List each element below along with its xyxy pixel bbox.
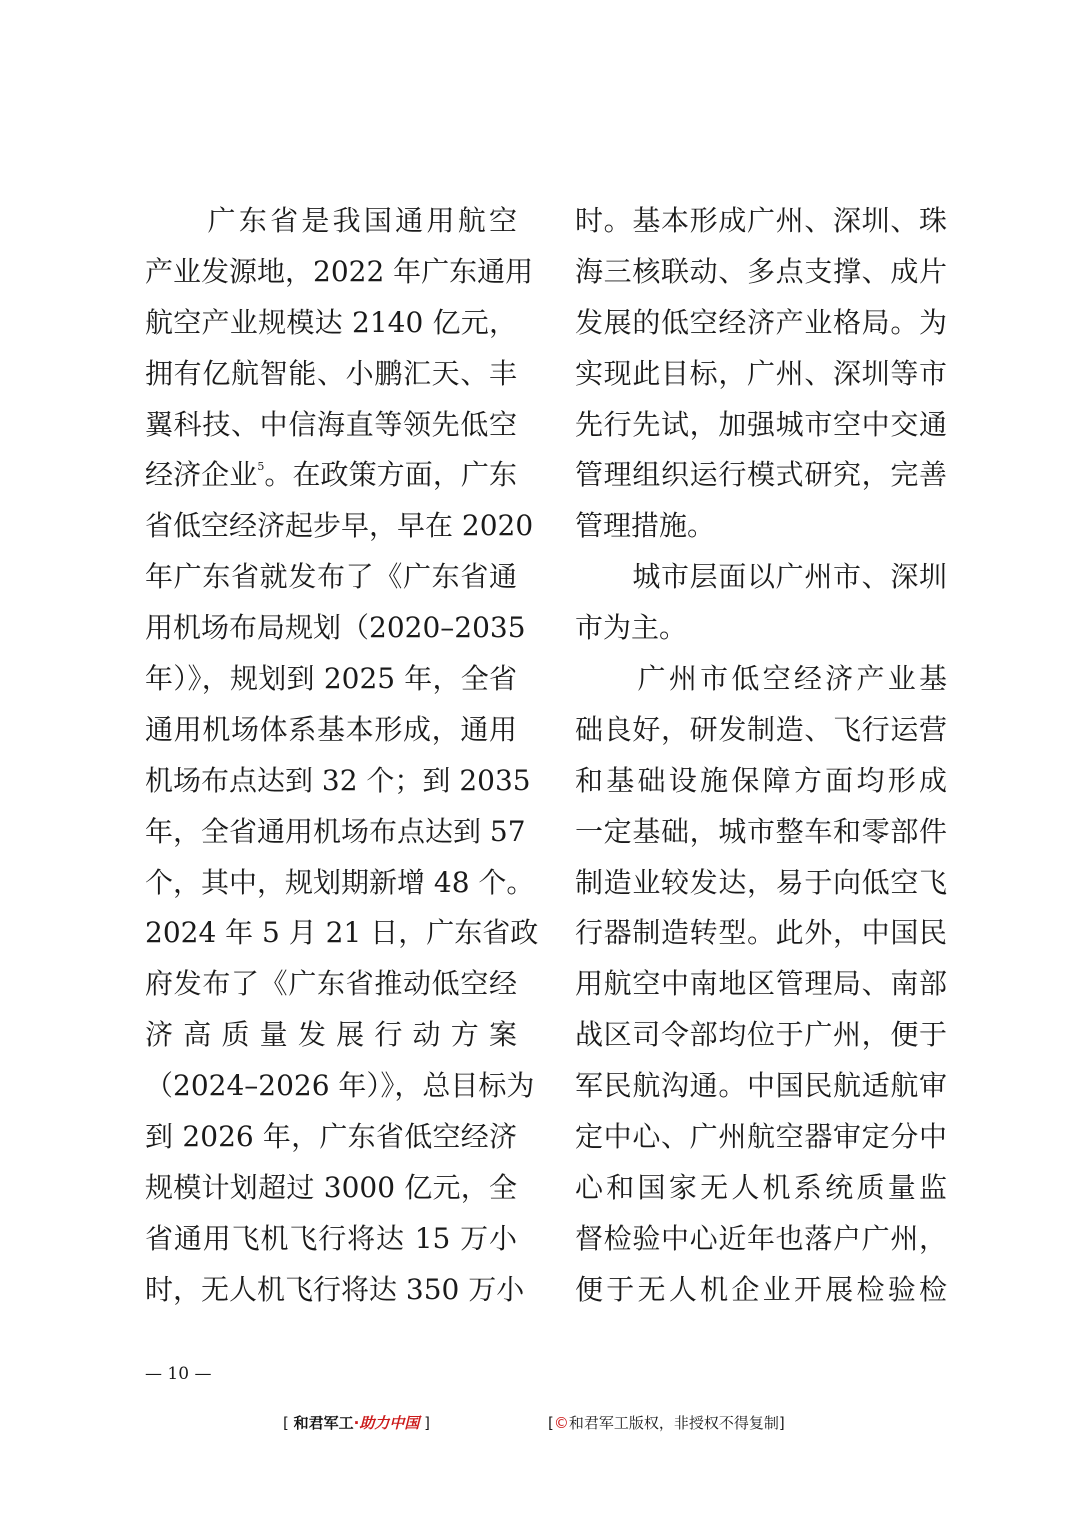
text-line: 年广东省就发布了《广东省通: [145, 560, 517, 594]
text-line: 制造业较发达，易于向低空飞: [575, 865, 947, 899]
bracket: ]: [778, 1414, 785, 1432]
text-line: 府发布了《广东省推动低空经: [145, 967, 517, 1001]
left-text-column: [145, 196, 539, 1316]
text-line: 心和国家无人机系统质量监: [575, 1170, 947, 1204]
text-segment: 经济企业: [145, 458, 258, 492]
text-line: 发展的低空经济产业格局。为: [575, 305, 947, 339]
text-line: 2024 年 5 月 21 日，广东省政: [145, 916, 539, 950]
text-line: 济高质量发展行动方案: [145, 1018, 517, 1052]
text-line: 市为主。: [575, 611, 688, 645]
text-line: 广州市低空经济产业基: [575, 662, 947, 696]
text-line: 督检验中心近年也落户广州，: [575, 1221, 947, 1255]
text-line: 规模计划超过 3000 亿元，全: [145, 1170, 517, 1204]
text-line: 机场布点达到 32 个；到 2035: [145, 763, 531, 797]
text-line: 战区司令部均位于广州，便于: [575, 1018, 947, 1052]
footnote-marker: 5: [257, 460, 265, 474]
footer-copyright: [548, 1411, 785, 1435]
text-segment: 。在政策方面，广东: [264, 458, 517, 492]
bracket: [: [548, 1414, 554, 1432]
text-line: 一定基础，城市整车和零部件: [575, 814, 947, 848]
text-line: 和基础设施保障方面均形成: [575, 763, 947, 797]
text-line: 拥有亿航智能、小鹏汇天、丰: [145, 356, 517, 390]
text-line: 用机场布局规划（2020–2035: [145, 611, 526, 645]
text-line: 便于无人机企业开展检验检: [575, 1272, 947, 1306]
bracket: [: [283, 1414, 289, 1432]
text-line: （2024–2026 年）》，总目标为: [145, 1069, 535, 1103]
brand-slogan: 助力中国: [359, 1414, 420, 1432]
text-line: 础良好，研发制造、飞行运营: [575, 712, 947, 746]
text-line: 行器制造转型。此外，中国民: [575, 916, 947, 950]
text-line: 年）》，规划到 2025 年，全省: [145, 662, 517, 696]
text-line: 管理组织运行模式研究，完善: [575, 458, 947, 492]
text-line: 城市层面以广州市、深圳: [575, 560, 947, 594]
text-line: 翼科技、中信海直等领先低空: [145, 407, 517, 441]
text-line: 管理措施。: [575, 509, 716, 543]
separator-dot: ·: [353, 1414, 360, 1432]
text-line: 定中心、广州航空器审定分中: [575, 1120, 947, 1154]
text-line: 个，其中，规划期新增 48 个。: [145, 865, 535, 899]
text-line: 时，无人机飞行将达 350 万小: [145, 1272, 525, 1306]
text-line: 到 2026 年，广东省低空经济: [145, 1120, 517, 1154]
text-line: 产业发源地，2022 年广东通用: [145, 254, 534, 288]
text-line: 航空产业规模达 2140 亿元，: [145, 305, 517, 339]
brand-name: 和君军工: [293, 1414, 354, 1432]
text-line: 省低空经济起步早，早在 2020: [145, 509, 534, 543]
text-line: 实现此目标，广州、深圳等市: [575, 356, 947, 390]
footer-brand: [283, 1411, 430, 1435]
text-line: 军民航沟通。中国民航适航审: [575, 1069, 947, 1103]
text-line: 年，全省通用机场布点达到 57: [145, 814, 526, 848]
right-text-column: [575, 196, 947, 1316]
text-line: 海三核联动、多点支撑、成片: [575, 254, 947, 288]
text-line: 时。基本形成广州、深圳、珠: [575, 204, 947, 237]
copyright-text: 和君军工版权，非授权不得复制: [568, 1414, 779, 1432]
text-line: 广东省是我国通用航空: [145, 204, 517, 237]
text-line: 用航空中南地区管理局、南部: [575, 967, 947, 1001]
text-line: 省通用飞机飞行将达 15 万小: [145, 1221, 517, 1255]
copyright-icon: ©: [553, 1414, 569, 1432]
text-line-with-footnote: [145, 450, 517, 501]
text-line: 通用机场体系基本形成，通用: [145, 712, 517, 746]
page-number: — 10 —: [145, 1364, 212, 1384]
bracket: ]: [424, 1414, 431, 1432]
text-line: 先行先试，加强城市空中交通: [575, 407, 947, 441]
